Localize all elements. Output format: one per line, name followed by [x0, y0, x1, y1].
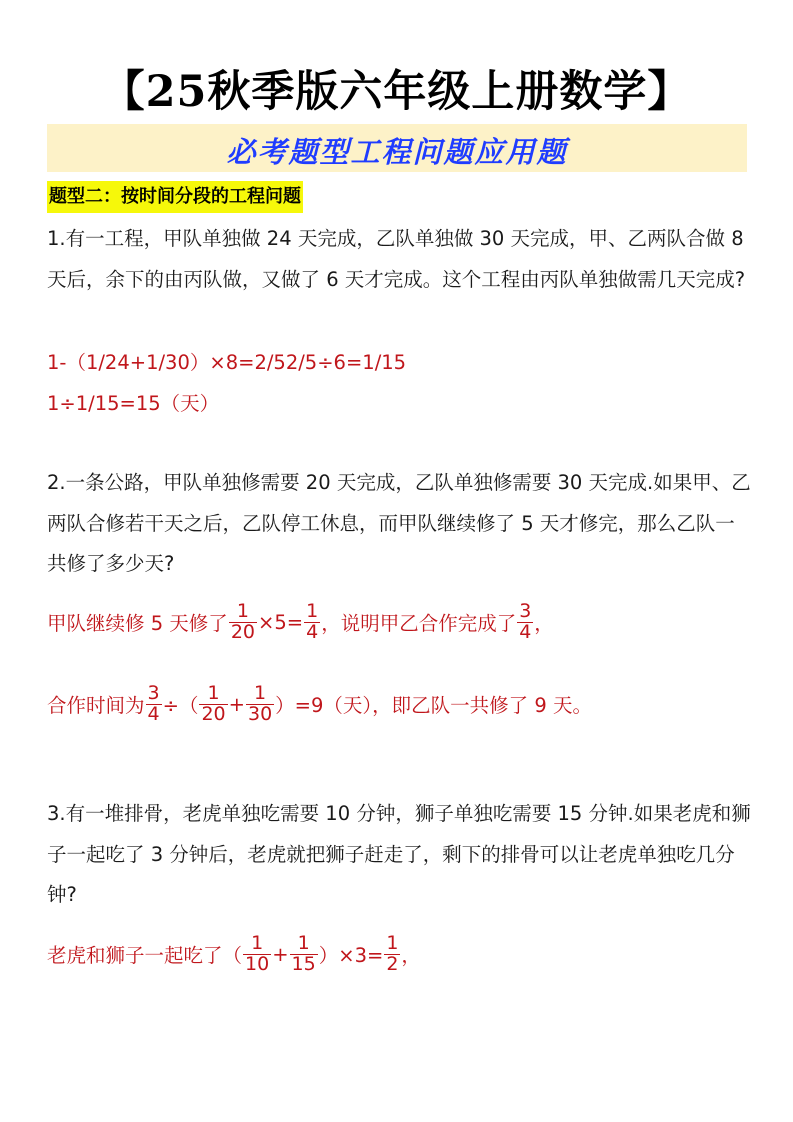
answer-text: ）×3= [318, 944, 384, 967]
question-3-answer-line-1 [47, 934, 421, 974]
answer-text: 老虎和狮子一起吃了（ [47, 944, 243, 967]
answer-text: ÷（ [162, 694, 199, 717]
answer-text: 合作时间为 [47, 694, 145, 717]
answer-text: ， [534, 612, 554, 635]
question-1-answer-line-1: 1-（1/24+1/30）×8=2/52/5÷6=1/15 [47, 351, 407, 374]
fraction: $\frac{1}{20}$ [201, 682, 226, 725]
question-1-text: 1.有一工程，甲队单独做 24 天完成，乙队单独做 30 天完成，甲、乙两队合做 8 天后，余下的由丙队做，又做了 6 天才完成。这个工程由丙队单独做需几天完成? [47, 227, 746, 291]
fraction: $\frac{1}{10}$ [245, 932, 270, 975]
section-heading: 题型二：按时间分段的工程问题 [47, 181, 303, 213]
fraction: $\frac{1}{2}$ [386, 932, 399, 975]
question-1-answer-line-2: 1÷1/15=15（天） [47, 392, 220, 415]
question-3-text: 3.有一堆排骨，老虎单独吃需要 10 分钟，狮子单独吃需要 15 分钟.如果老虎和狮子一起吃了 3 分钟后，老虎就把狮子赶走了，剩下的排骨可以让老虎单独吃几分钟? [47, 802, 751, 906]
question-2-text: 2.一条公路，甲队单独修需要 20 天完成，乙队单独修需要 30 天完成.如果甲、乙两队合修若干天之后，乙队停工休息，而甲队继续修了 5 天才修完，那么乙队一共修了多少天? [47, 471, 751, 575]
page-title: 【25秋季版六年级上册数学】 [101, 67, 692, 117]
answer-text: ×5= [258, 610, 304, 634]
fraction: $\frac{3}{4}$ [147, 682, 160, 725]
answer-text: ）=9（天），即乙队一共修了 9 天。 [275, 694, 592, 717]
fraction: $\frac{1}{4}$ [306, 600, 319, 643]
subtitle: 必考题型工程问题应用题 [226, 135, 568, 169]
subtitle-banner [47, 124, 747, 172]
answer-text: ， [401, 944, 421, 967]
question-2-answer-line-1 [47, 602, 554, 642]
answer-text: ，说明甲乙合作完成了 [321, 612, 517, 635]
fraction: $\frac{1}{15}$ [291, 932, 316, 975]
answer-text: 甲队继续修 5 天修了 [47, 612, 228, 635]
fraction: $\frac{1}{30}$ [247, 682, 273, 725]
fraction: $\frac{1}{20}$ [230, 600, 255, 643]
answer-text: + [272, 942, 289, 966]
fraction: $\frac{3}{4}$ [519, 600, 532, 643]
answer-text: + [228, 692, 245, 716]
question-2-answer-line-2 [47, 684, 592, 724]
